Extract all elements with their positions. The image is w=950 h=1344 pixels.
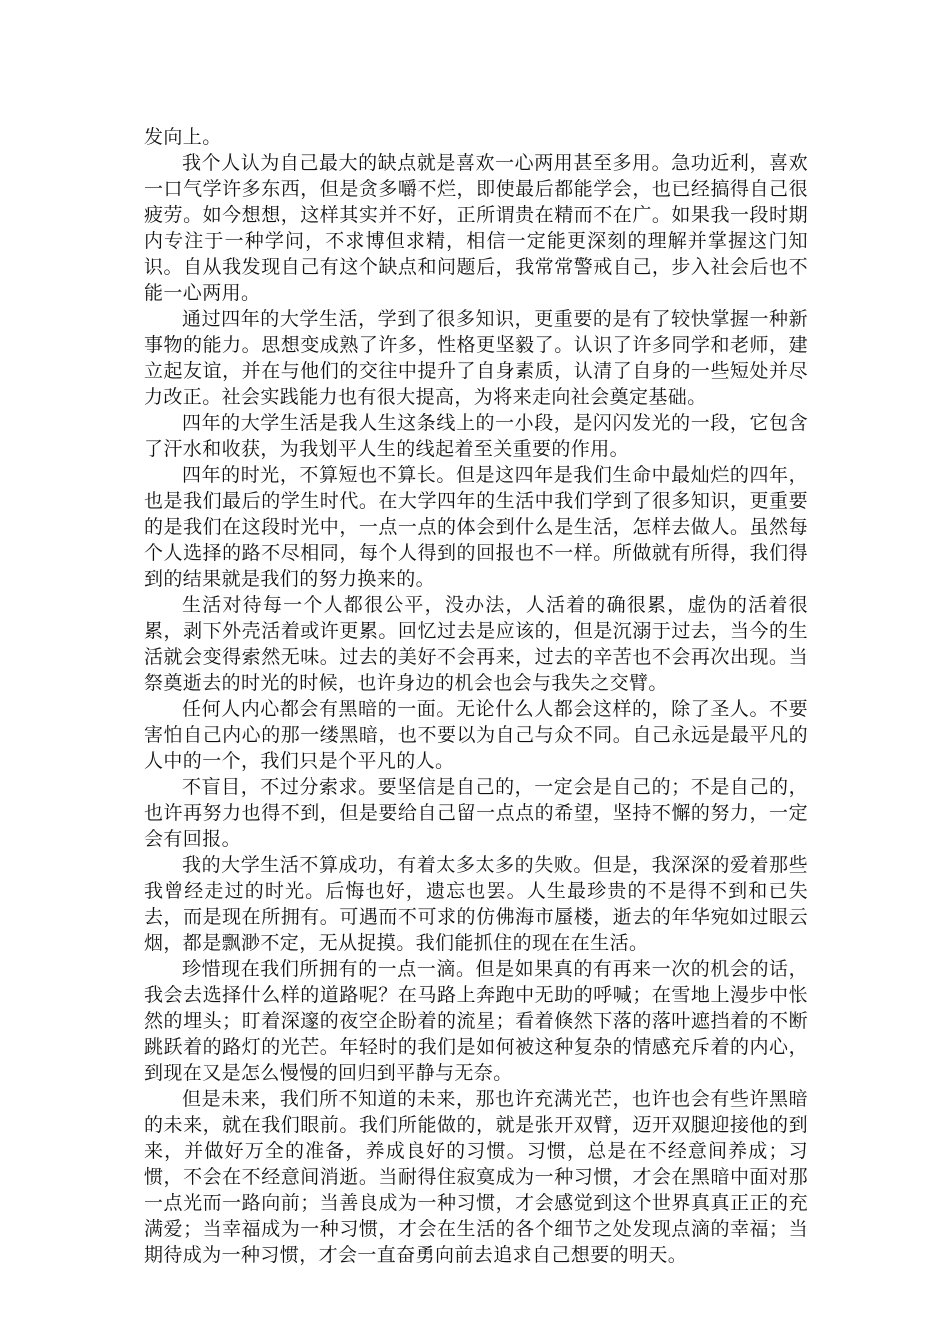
paragraph-4: 四年的大学生活是我人生这条线上的一小段，是闪闪发光的一段，它包含了汗水和收获，为我划平人生的线起着至关重要的作用。	[144, 412, 808, 460]
paragraph-5: 四年的时光，不算短也不算长。但是这四年是我们生命中最灿烂的四年，也是我们最后的学生时代。在大学四年的生活中我们学到了很多知识，更重要的是我们在这段时光中，一点一点的体会到什么是生活，怎样去做人。虽然每个人选择的路不尽相同，每个人得到的回报也不一样。所做就有所得，我们得到的结果就是我们的努力换来的。	[144, 464, 808, 590]
document-body	[144, 124, 808, 1268]
paragraph-7: 任何人内心都会有黑暗的一面。无论什么人都会这样的，除了圣人。不要害怕自己内心的那一缕黑暗，也不要以为自己与众不同。自己永远是最平凡的人中的一个，我们只是个平凡的人。	[144, 698, 808, 772]
paragraph-6: 生活对待每一个人都很公平，没办法，人活着的确很累，虚伪的活着很累，剥下外壳活着或许更累。回忆过去是应该的，但是沉溺于过去，当今的生活就会变得索然无味。过去的美好不会再来，过去的辛苦也不会再次出现。当祭奠逝去的时光的时候，也许身边的机会也会与我失之交臂。	[144, 594, 808, 694]
paragraph-9: 我的大学生活不算成功，有着太多太多的失败。但是，我深深的爱着那些我曾经走过的时光。后悔也好，遗忘也罢。人生最珍贵的不是得不到和已失去，而是现在所拥有。可遇而不可求的仿佛海市蜃楼，逝去的年华宛如过眼云烟，都是飘渺不定，无从捉摸。我们能抓住的现在在生活。	[144, 854, 808, 954]
paragraph-2: 我个人认为自己最大的缺点就是喜欢一心两用甚至多用。急功近利，喜欢一口气学许多东西，但是贪多嚼不烂，即使最后都能学会，也已经搞得自己很疲劳。如今想想，这样其实并不好，正所谓贵在精而不在广。如果我一段时期内专注于一种学问，不求博但求精，相信一定能更深刻的理解并掌握这门知识。自从我发现自己有这个缺点和问题后，我常常警戒自己，步入社会后也不能一心两用。	[144, 152, 808, 304]
paragraph-3: 通过四年的大学生活，学到了很多知识，更重要的是有了较快掌握一种新事物的能力。思想变成熟了许多，性格更坚毅了。认识了许多同学和老师，建立起友谊，并在与他们的交往中提升了自身素质，认清了自身的一些短处并尽力改正。社会实践能力也有很大提高，为将来走向社会奠定基础。	[144, 308, 808, 408]
paragraph-1: 发向上。	[144, 126, 222, 148]
paragraph-11: 但是未来，我们所不知道的未来，那也许充满光芒，也许也会有些许黑暗的未来，就在我们眼前。我们所能做的，就是张开双臂，迈开双腿迎接他的到来，并做好万全的准备，养成良好的习惯。习惯，总是在不经意间养成；习惯，不会在不经意间消逝。当耐得住寂寞成为一种习惯，才会在黑暗中面对那一点光而一路向前；当善良成为一种习惯，才会感觉到这个世界真真正正的充满爱；当幸福成为一种习惯，才会在生活的各个细节之处发现点滴的幸福；当期待成为一种习惯，才会一直奋勇向前去追求自己想要的明天。	[144, 1088, 808, 1266]
paragraph-8: 不盲目，不过分索求。要坚信是自己的，一定会是自己的；不是自己的，也许再努力也得不到，但是要给自己留一点点的希望，坚持不懈的努力，一定会有回报。	[144, 776, 808, 850]
paragraph-10: 珍惜现在我们所拥有的一点一滴。但是如果真的有再来一次的机会的话，我会去选择什么样的道路呢？在马路上奔跑中无助的呼喊；在雪地上漫步中怅然的埋头；盯着深邃的夜空企盼着的流星；看着倏然下落的落叶遮挡着的不断跳跃着的路灯的光芒。年轻时的我们是如何被这种复杂的情感充斥着的内心，到现在又是怎么慢慢的回归到平静与无奈。	[144, 958, 808, 1084]
